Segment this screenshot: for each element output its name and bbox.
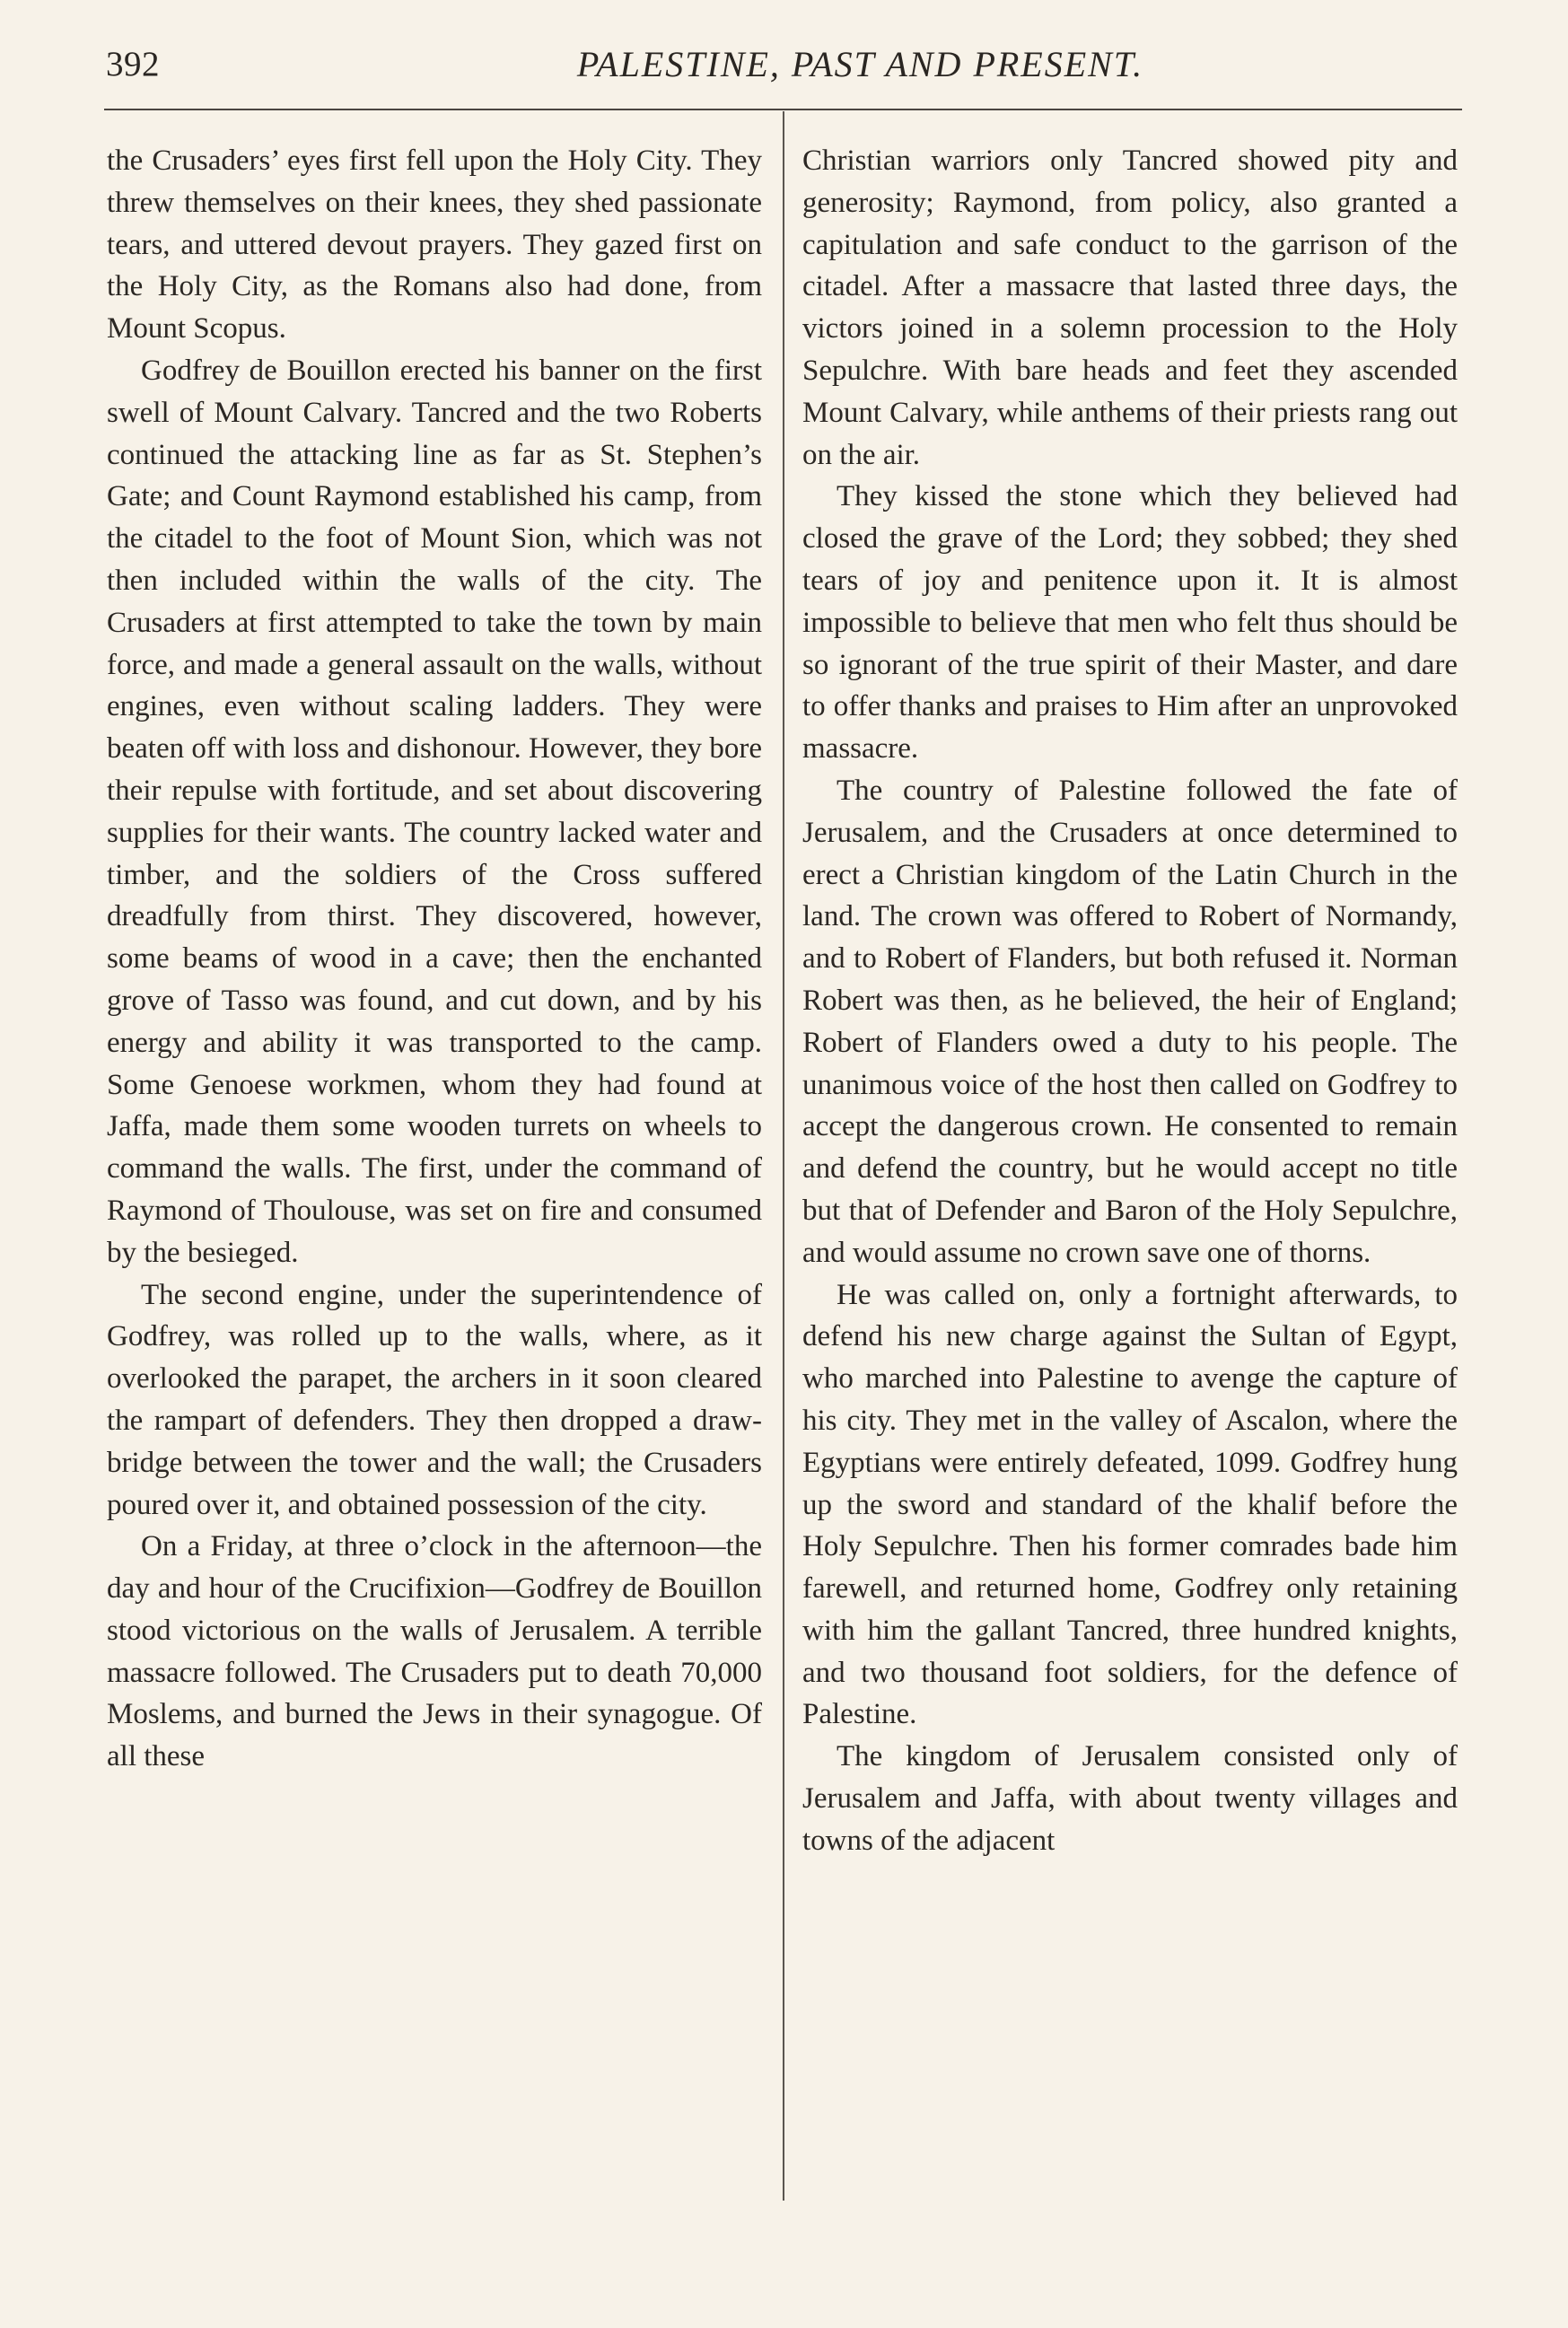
- column-divider: [783, 111, 784, 2201]
- paragraph: On a Friday, at three o’clock in the afternoon—the day and hour of the Crucifixion—Godfrey de Bouillon stood victorious on the walls of Jerusalem. A terrible massacre followed. The Crusaders put to death 70,000 Moslems, and burned the Jews in their synagogue. Of all these: [107, 1530, 762, 1773]
- paragraph: The country of Palestine followed the fate of Jerusalem, and the Crusaders at once determined to erect a Christian kingdom of the Latin Church in the land. The crown was offered to Robert of Normandy, and to Robert of Flanders, but both refused it. Norman Robert was then, as he believed, the heir of England; Robert of Flanders owed a duty to his people. The unanimous voice of the host then called on Godfrey to accept the dangerous crown. He consented to remain and defend the country, but he would accept no title but that of Defender and Baron of the Holy Sepulchre, and would assume no crown save one of thorns.: [802, 774, 1458, 1269]
- paragraph: He was called on, only a fortnight afterwards, to defend his new charge against the Sultan of Egypt, who marched into Palestine to avenge the capture of his city. They met in the valley of Ascalon, where the Egyptians were entirely defeated, 1099. Godfrey hung up the sword and standard of the khalif before the Holy Sepulchre. Then his former comrades bade him farewell, and returned home, Godfrey only retaining with him the gallant Tancred, three hundred knights, and two thousand foot soldiers, for the defence of Palestine.: [802, 1278, 1458, 1731]
- left-column: [107, 140, 762, 1778]
- header-rule: [104, 109, 1462, 110]
- paragraph: Christian warriors only Tancred showed pity and generosity; Raymond, from policy, also granted a capitulation and safe conduct to the garrison of the citadel. After a massacre that lasted three days, the victors joined in a solemn procession to the Holy Sepulchre. With bare heads and feet they ascended Mount Calvary, while anthems of their priests rang out on the air.: [802, 144, 1458, 471]
- right-column: [802, 140, 1458, 1862]
- paragraph: the Crusaders’ eyes first fell upon the Holy City. They threw themselves on their knees, they shed passionate tears, and uttered devout prayers. They gazed first on the Holy City, as the Romans also had done, from Mount Scopus.: [107, 144, 762, 346]
- paragraph: The kingdom of Jerusalem consisted only of Jerusalem and Jaffa, with about twenty villages and towns of the adjacent: [802, 1740, 1458, 1857]
- page-number: 392: [106, 45, 160, 83]
- paragraph: Godfrey de Bouillon erected his banner on the first swell of Mount Calvary. Tancred and the two Roberts continued the attacking line as far as St. Stephen’s Gate; and Count Raymond established his camp, from the citadel to the foot of Mount Sion, which was not then included within the walls of the city. The Crusaders at first attempted to take the town by main force, and made a general assault on the walls, without engines, even without scaling ladders. They were beaten off with loss and dishonour. However, they bore their repulse with fortitude, and set about discovering supplies for their wants. The country lacked water and timber, and the soldiers of the Cross suffered dreadfully from thirst. They discovered, however, some beams of wood in a cave; then the enchanted grove of Tasso was found, and cut down, and by his energy and ability it was transported to the camp. Some Genoese workmen, whom they had found at Jaffa, made them some wooden turrets on wheels to command the walls. The first, under the command of Raymond of Thoulouse, was set on fire and consumed by the besieged.: [107, 354, 762, 1269]
- running-head-title: PALESTINE, PAST AND PRESENT.: [576, 44, 1144, 84]
- paragraph: They kissed the stone which they believed had closed the grave of the Lord; they sobbed; they shed tears of joy and penitence upon it. It is almost impossible to believe that men who felt thus should be so ignorant of the true spirit of their Master, and dare to offer thanks and praises to Him after an unprovoked massacre.: [802, 480, 1458, 766]
- paragraph: The second engine, under the superintendence of Godfrey, was rolled up to the walls, where, as it overlooked the parapet, the archers in it soon cleared the rampart of defenders. They then dropped a drawbridge between the tower and the wall; the Crusaders poured over it, and obtained possession of the city.: [107, 1278, 762, 1521]
